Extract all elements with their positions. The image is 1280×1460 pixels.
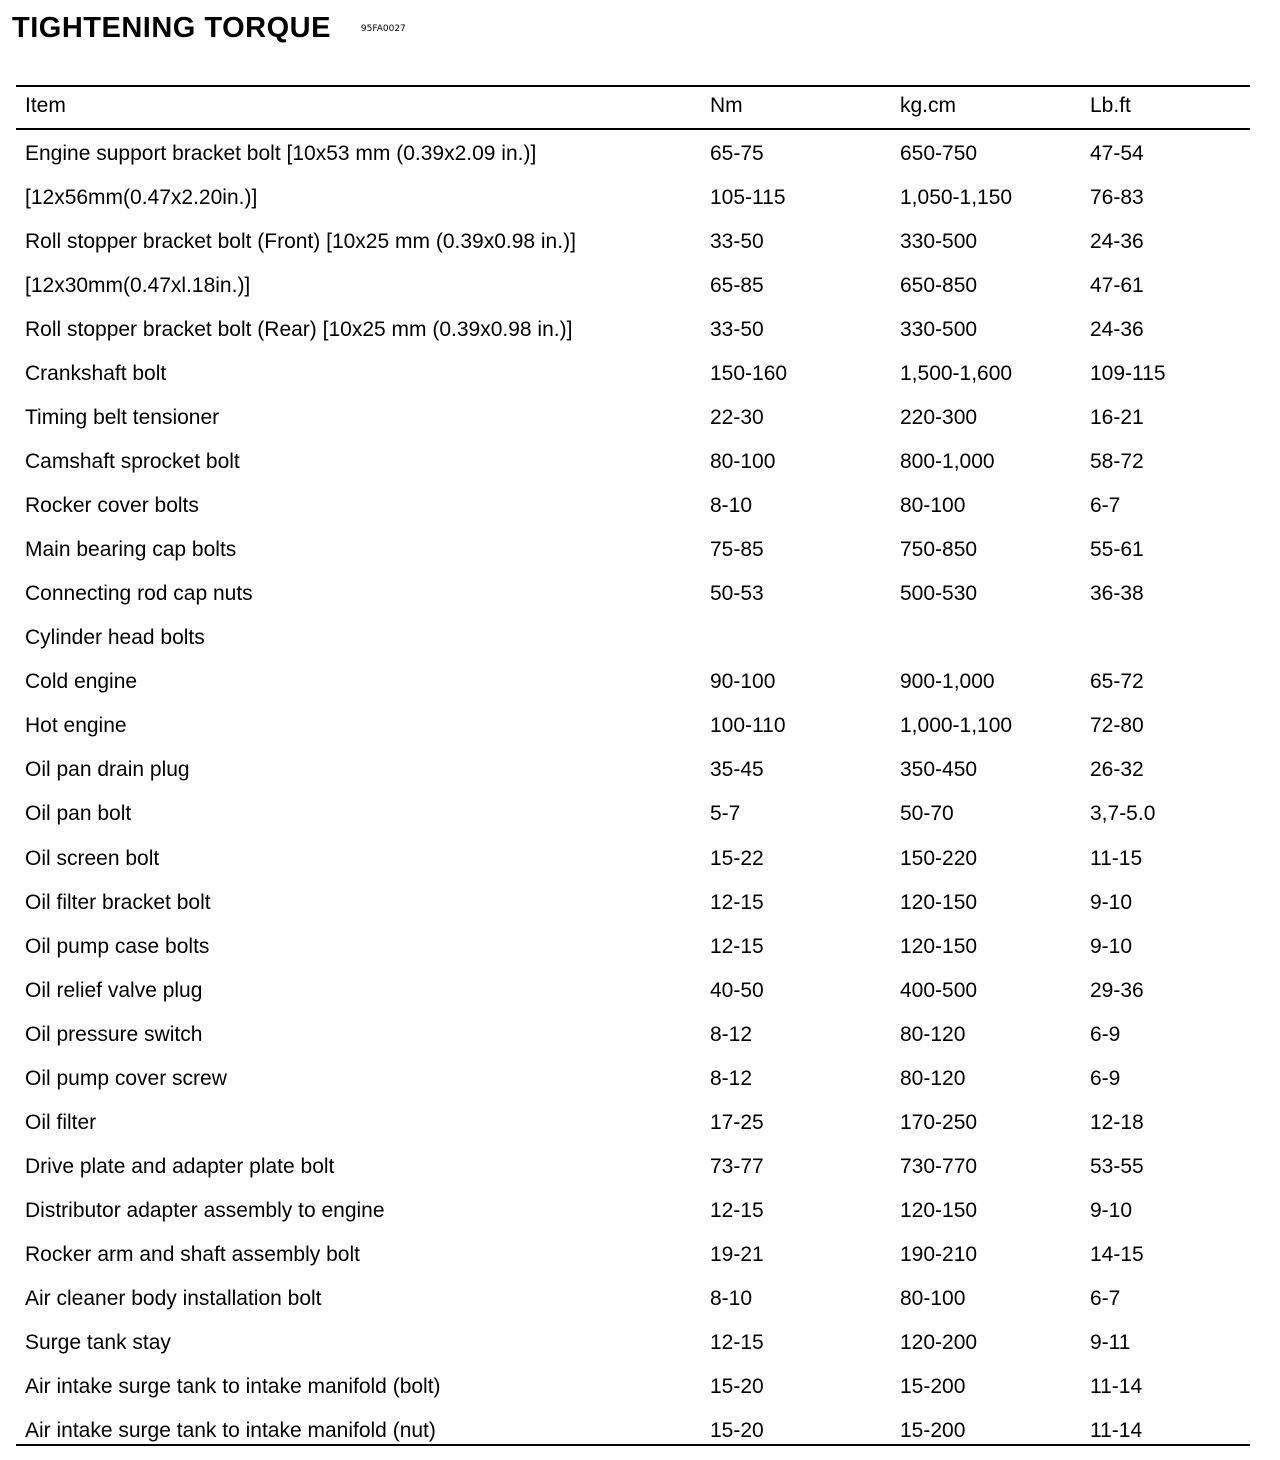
cell-item: Oil relief valve plug <box>25 978 203 1002</box>
table-row <box>0 929 1280 973</box>
cell-lbft: 14-15 <box>1090 1242 1144 1266</box>
table-row <box>0 708 1280 752</box>
cell-lbft: 76-83 <box>1090 186 1144 210</box>
table-row <box>0 576 1280 620</box>
cell-item: Oil screen bolt <box>25 846 160 870</box>
cell-lbft: 16-21 <box>1090 406 1144 430</box>
cell-item: [12x56mm(0.47x2.20in.)] <box>25 186 258 210</box>
cell-nm: 12-15 <box>710 1198 764 1222</box>
cell-item: Main bearing cap bolts <box>25 538 237 562</box>
cell-kgcm: 1,050-1,150 <box>900 186 1013 210</box>
table-row <box>0 1413 1280 1457</box>
table-row <box>0 488 1280 532</box>
cell-item: Roll stopper bracket bolt (Front) [10x25 mm (0.39x0.98 in.)] <box>25 230 576 254</box>
table-row <box>0 1061 1280 1105</box>
cell-item: Surge tank stay <box>25 1330 171 1354</box>
cell-nm: 12-15 <box>710 890 764 914</box>
cell-nm: 90-100 <box>710 670 776 694</box>
table-row <box>0 1017 1280 1061</box>
cell-kgcm: 650-850 <box>900 274 978 298</box>
table-row <box>0 268 1280 312</box>
cell-item: Rocker cover bolts <box>25 494 199 518</box>
table-bottom-rule <box>16 1444 1250 1446</box>
cell-lbft: 6-7 <box>1090 494 1121 518</box>
column-header-lbft: Lb.ft <box>1090 94 1131 117</box>
cell-item: Rocker arm and shaft assembly bolt <box>25 1242 360 1266</box>
cell-lbft: 11-14 <box>1090 1418 1143 1442</box>
cell-kgcm: 330-500 <box>900 230 978 254</box>
cell-kgcm: 15-200 <box>900 1418 966 1442</box>
cell-nm: 65-75 <box>710 142 764 165</box>
cell-item: Oil pump case bolts <box>25 934 210 958</box>
cell-kgcm: 150-220 <box>900 846 978 870</box>
cell-nm: 105-115 <box>710 186 786 210</box>
title-block <box>12 12 406 52</box>
cell-kgcm: 120-150 <box>900 1198 978 1222</box>
cell-nm: 5-7 <box>710 802 741 826</box>
cell-item: Roll stopper bracket bolt (Rear) [10x25 mm (0.39x0.98 in.)] <box>25 318 573 342</box>
cell-nm: 8-10 <box>710 1286 753 1310</box>
cell-item: Drive plate and adapter plate bolt <box>25 1154 335 1178</box>
cell-lbft: 58-72 <box>1090 450 1144 474</box>
table-row <box>0 1237 1280 1281</box>
table-row <box>0 620 1280 664</box>
column-header-kgcm: kg.cm <box>900 94 957 117</box>
table-top-rule <box>16 85 1250 87</box>
cell-kgcm: 80-120 <box>900 1066 966 1090</box>
cell-nm: 73-77 <box>710 1154 764 1178</box>
document-code: 95FA0027 <box>360 24 406 34</box>
cell-item: Cold engine <box>25 670 138 694</box>
table-header-rule <box>16 128 1250 130</box>
cell-lbft: 24-36 <box>1090 318 1144 342</box>
cell-kgcm: 400-500 <box>900 978 978 1002</box>
table-row <box>0 1369 1280 1413</box>
cell-lbft: 6-7 <box>1090 1286 1121 1310</box>
table-row <box>0 664 1280 708</box>
cell-item: Oil pump cover screw <box>25 1066 227 1090</box>
cell-item: Oil pan drain plug <box>25 758 190 782</box>
cell-kgcm: 1,000-1,100 <box>900 714 1013 738</box>
cell-kgcm: 350-450 <box>900 758 978 782</box>
cell-item: Crankshaft bolt <box>25 362 167 386</box>
cell-nm: 75-85 <box>710 538 764 562</box>
cell-lbft: 53-55 <box>1090 1154 1144 1178</box>
cell-nm: 33-50 <box>710 230 764 254</box>
cell-kgcm: 730-770 <box>900 1154 978 1178</box>
table-row <box>0 1325 1280 1369</box>
cell-item: Engine support bracket bolt [10x53 mm (0.39x2.09 in.)] <box>25 142 537 165</box>
cell-kgcm: 120-150 <box>900 890 978 914</box>
cell-kgcm: 80-100 <box>900 494 966 518</box>
cell-lbft: 11-14 <box>1090 1374 1143 1398</box>
table-row <box>0 841 1280 885</box>
cell-item: Hot engine <box>25 714 127 738</box>
cell-kgcm: 80-120 <box>900 1022 966 1046</box>
cell-nm: 15-20 <box>710 1374 764 1398</box>
table-row <box>0 1105 1280 1149</box>
table-row <box>0 532 1280 576</box>
cell-item: Air intake surge tank to intake manifold (bolt) <box>25 1374 441 1398</box>
cell-kgcm: 220-300 <box>900 406 978 430</box>
cell-nm: 17-25 <box>710 1110 764 1134</box>
table-header <box>0 94 1280 126</box>
cell-nm: 100-110 <box>710 714 786 738</box>
table-row <box>0 973 1280 1017</box>
cell-lbft: 9-10 <box>1090 934 1133 958</box>
column-header-item: Item <box>25 94 66 117</box>
cell-nm: 15-20 <box>710 1418 764 1442</box>
cell-kgcm: 900-1,000 <box>900 670 995 694</box>
cell-lbft: 12-18 <box>1090 1110 1144 1134</box>
cell-lbft: 47-61 <box>1090 274 1144 298</box>
cell-kgcm: 650-750 <box>900 142 978 165</box>
cell-kgcm: 750-850 <box>900 538 978 562</box>
cell-item: Connecting rod cap nuts <box>25 582 253 606</box>
table-row <box>0 180 1280 224</box>
cell-item: Air cleaner body installation bolt <box>25 1286 322 1310</box>
cell-kgcm: 500-530 <box>900 582 978 606</box>
table-row <box>0 885 1280 929</box>
cell-lbft: 3,7-5.0 <box>1090 802 1156 826</box>
cell-lbft: 72-80 <box>1090 714 1144 738</box>
cell-nm: 8-12 <box>710 1022 753 1046</box>
cell-kgcm: 50-70 <box>900 802 954 826</box>
table-row <box>0 136 1280 180</box>
cell-lbft: 9-10 <box>1090 890 1133 914</box>
cell-kgcm: 1,500-1,600 <box>900 362 1013 386</box>
cell-nm: 80-100 <box>710 450 776 474</box>
cell-kgcm: 170-250 <box>900 1110 978 1134</box>
table-row <box>0 356 1280 400</box>
cell-nm: 8-10 <box>710 494 753 518</box>
table-row <box>0 1193 1280 1237</box>
cell-nm: 22-30 <box>710 406 764 430</box>
cell-item: Cylinder head bolts <box>25 626 205 650</box>
page-title: TIGHTENING TORQUE <box>12 12 331 44</box>
cell-nm: 8-12 <box>710 1066 753 1090</box>
table-row <box>0 1281 1280 1325</box>
cell-item: Distributor adapter assembly to engine <box>25 1198 385 1222</box>
cell-kgcm: 120-150 <box>900 934 978 958</box>
cell-item: Oil pan bolt <box>25 802 132 826</box>
cell-nm: 40-50 <box>710 978 764 1002</box>
table-row <box>0 312 1280 356</box>
cell-kgcm: 330-500 <box>900 318 978 342</box>
table-row <box>0 1149 1280 1193</box>
cell-nm: 35-45 <box>710 758 764 782</box>
cell-lbft: 65-72 <box>1090 670 1144 694</box>
cell-nm: 19-21 <box>710 1242 764 1266</box>
cell-kgcm: 800-1,000 <box>900 450 995 474</box>
cell-lbft: 6-9 <box>1090 1066 1121 1090</box>
cell-item: Oil filter bracket bolt <box>25 890 211 914</box>
cell-lbft: 109-115 <box>1090 362 1166 386</box>
cell-lbft: 9-11 <box>1090 1330 1131 1354</box>
cell-kgcm: 120-200 <box>900 1330 978 1354</box>
cell-kgcm: 15-200 <box>900 1374 966 1398</box>
cell-nm: 33-50 <box>710 318 764 342</box>
cell-lbft: 11-15 <box>1090 846 1143 870</box>
cell-nm: 65-85 <box>710 274 764 298</box>
cell-lbft: 26-32 <box>1090 758 1144 782</box>
cell-item: Air intake surge tank to intake manifold (nut) <box>25 1418 436 1442</box>
cell-item: Timing belt tensioner <box>25 406 220 430</box>
cell-item: Camshaft sprocket bolt <box>25 450 240 474</box>
table-row <box>0 224 1280 268</box>
cell-kgcm: 190-210 <box>900 1242 978 1266</box>
cell-nm: 150-160 <box>710 362 788 386</box>
cell-lbft: 47-54 <box>1090 142 1144 165</box>
cell-lbft: 9-10 <box>1090 1198 1133 1222</box>
cell-lbft: 29-36 <box>1090 978 1144 1002</box>
table-row <box>0 400 1280 444</box>
cell-lbft: 24-36 <box>1090 230 1144 254</box>
cell-item: [12x30mm(0.47xl.18in.)] <box>25 274 251 298</box>
cell-item: Oil filter <box>25 1110 97 1134</box>
cell-lbft: 55-61 <box>1090 538 1144 562</box>
cell-item: Oil pressure switch <box>25 1022 203 1046</box>
table-row <box>0 444 1280 488</box>
column-header-nm: Nm <box>710 94 743 117</box>
cell-nm: 12-15 <box>710 1330 764 1354</box>
cell-nm: 12-15 <box>710 934 764 958</box>
cell-nm: 15-22 <box>710 846 764 870</box>
table-row <box>0 796 1280 840</box>
cell-kgcm: 80-100 <box>900 1286 966 1310</box>
cell-nm: 50-53 <box>710 582 764 606</box>
torque-table-body <box>0 136 1280 1457</box>
cell-lbft: 6-9 <box>1090 1022 1121 1046</box>
table-row <box>0 752 1280 796</box>
cell-lbft: 36-38 <box>1090 582 1144 606</box>
